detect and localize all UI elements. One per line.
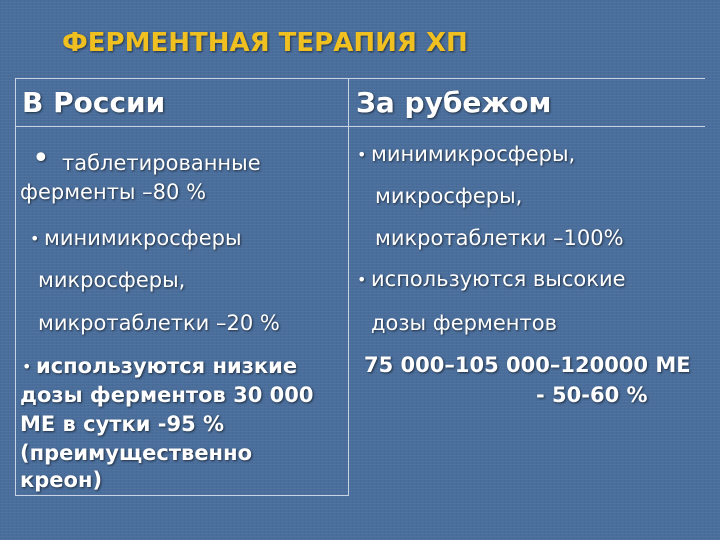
right-line-4: используются высокие: [371, 267, 626, 291]
left-line-5: микротаблетки –20 %: [38, 311, 280, 335]
left-line-8: МЕ в сутки -95 %: [20, 412, 225, 436]
bullet-icon: •: [30, 229, 40, 248]
right-column-header: За рубежом: [356, 86, 552, 119]
right-line-5: дозы ферментов: [371, 311, 557, 335]
bullet-icon: •: [357, 270, 367, 289]
right-line-6: 75 000–105 000–120000 МЕ: [364, 353, 691, 377]
right-line-7: - 50-60 %: [536, 383, 648, 407]
left-line-10: креон): [20, 468, 103, 492]
left-line-7: дозы ферментов 30 000: [20, 383, 314, 407]
left-line-6: используются низкие: [36, 354, 298, 378]
bullet-icon: •: [32, 141, 50, 176]
left-line-2: ферменты –80 %: [20, 180, 207, 204]
bullet-icon: •: [357, 145, 367, 164]
left-line-9: (преимущественно: [20, 441, 253, 465]
left-line-3: минимикросферы: [44, 226, 242, 250]
right-line-1: минимикросферы,: [371, 142, 576, 166]
right-line-2: микросферы,: [375, 184, 523, 208]
left-column-header: В России: [22, 86, 166, 119]
bullet-icon: •: [22, 357, 32, 376]
page-title: ФЕРМЕНТНАЯ ТЕРАПИЯ ХП: [62, 28, 468, 58]
right-line-3: микротаблетки –100%: [375, 226, 624, 250]
left-line-4: микросферы,: [38, 268, 186, 292]
left-line-1: таблетированные: [62, 151, 261, 175]
